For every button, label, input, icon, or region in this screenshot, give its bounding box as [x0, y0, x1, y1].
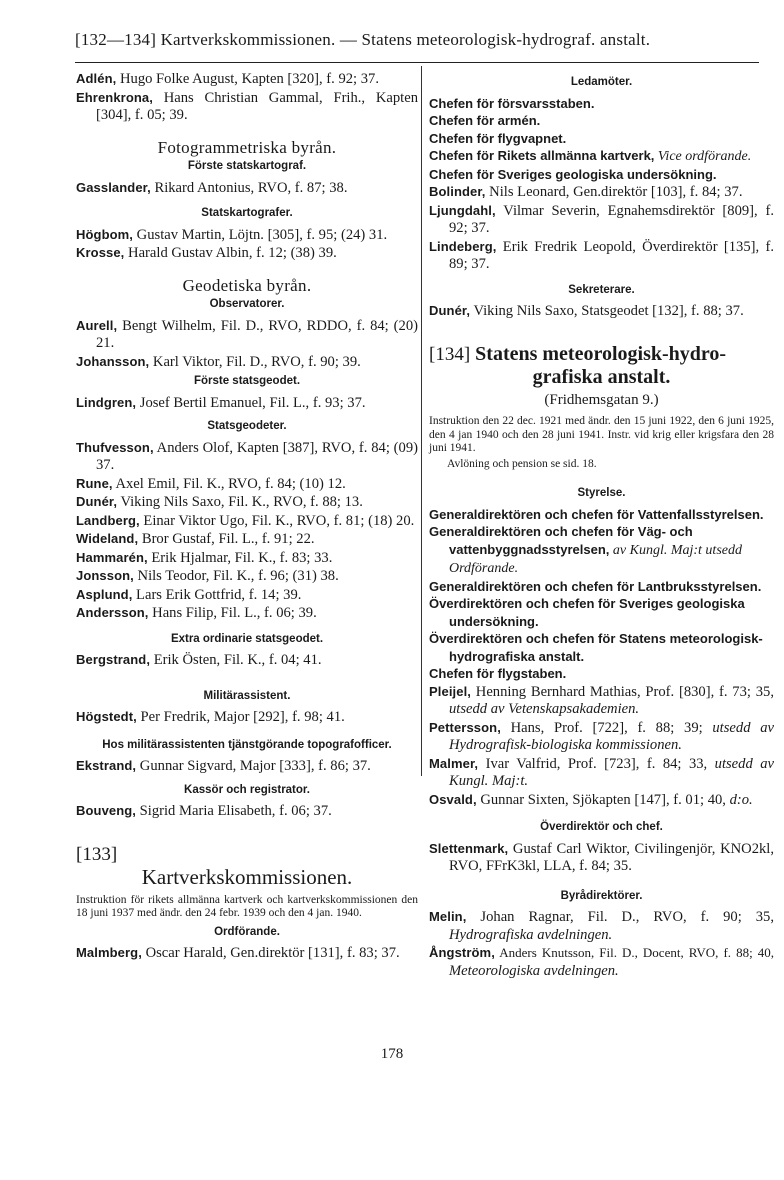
list-item: Dunér, Viking Nils Saxo, Statsgeodet [132], f. 88; 37.: [429, 303, 744, 319]
list-item: Jonsson, Nils Teodor, Fil. K., f. 96; (31) 38.: [76, 568, 339, 584]
subheading: Statsgeodeter.: [207, 420, 287, 432]
list-item: Pleijel, Henning Bernhard Mathias, Prof. [830], f. 73; 35, utsedd av Vetenskapsakademien.: [429, 683, 774, 717]
pension-note: Avlöning och pension se sid. 18.: [447, 457, 597, 470]
list-item: Chefen för försvarsstaben.: [429, 95, 595, 111]
list-item: Chefen för armén.: [429, 113, 541, 128]
list-item: Landberg, Einar Viktor Ugo, Fil. K., RVO, f. 81; (18) 20.: [76, 512, 415, 529]
list-item: Gasslander, Rikard Antonius, RVO, f. 87; 38.: [76, 179, 348, 196]
list-item: Slettenmark, Gustaf Carl Wiktor, Civilingenjör, KNO2kl, RVO, FFrK3kl, LLA, f. 84; 35.: [429, 840, 774, 874]
list-item: Högbom, Gustav Martin, Löjtn. [305], f. 95; (24) 31.: [76, 226, 388, 243]
section-title-fotogrammetriska: Fotogrammetriska byrån.: [157, 137, 337, 157]
list-item: Chefen för Rikets allmänna kartverk, Vice ordförande.: [429, 148, 752, 164]
list-item: Adlén, Hugo Folke August, Kapten [320], f. 92; 37.: [76, 71, 379, 87]
subheading: Observatorer.: [209, 298, 285, 310]
list-item: Rune, Axel Emil, Fil. K., RVO, f. 84; (10) 12.: [76, 475, 346, 492]
subheading: Ordförande.: [214, 925, 280, 938]
address: (Fridhemsgatan 9.): [544, 391, 659, 408]
list-item: Lindeberg, Erik Fredrik Leopold, Överdirektör [135], f. 89; 37.: [429, 238, 774, 272]
list-item: Generaldirektören och chefen för Vattenfallsstyrelsen.: [429, 506, 764, 522]
subheading: Kassör och registrator.: [184, 783, 310, 796]
right-column: [429, 70, 774, 980]
subheading: Ledamöter.: [570, 76, 633, 88]
instruction-note: Instruktion den 22 dec. 1921 med ändr. den 15 juni 1922, den 6 juni 1925, den 4 jan 1940 och den 28 juni 1941. Instr. vid krig eller krigsfara den 28 juni 1941.: [429, 415, 774, 454]
running-header: [132—134] Kartverkskommissionen. — Statens meteorologisk-hydrograf. anstalt.: [75, 30, 651, 49]
list-item: Lindgren, Josef Bertil Emanuel, Fil. L., f. 93; 37.: [76, 394, 366, 411]
list-item: Krosse, Harald Gustav Albin, f. 12; (38) 39.: [76, 245, 337, 261]
subheading: Sekreterare.: [568, 283, 635, 296]
list-item: Wideland, Bror Gustaf, Fil. L., f. 91; 22.: [76, 531, 315, 547]
section-title-smhi-line2: grafiska anstalt.: [532, 365, 671, 388]
subheading: Överdirektör och chef.: [540, 821, 663, 833]
header-rule: [75, 62, 759, 63]
subheading: Byrådirektörer.: [560, 889, 643, 902]
section-title-smhi: [134] Statens meteorologisk-hydro-: [429, 342, 727, 365]
list-item: Thufvesson, Anders Olof, Kapten [387], RVO, f. 84; (09) 37.: [76, 439, 418, 473]
subheading: Statskartografer.: [201, 207, 293, 219]
subheading: Styrelse.: [577, 487, 626, 499]
subheading: Hos militärassistenten tjänstgörande topografofficer.: [102, 738, 392, 751]
list-item: Generaldirektören och chefen för Lantbruksstyrelsen.: [429, 578, 762, 594]
list-item: Dunér, Viking Nils Saxo, Fil. K., RVO, f. 88; 13.: [76, 494, 363, 510]
list-item: Chefen för flygvapnet.: [429, 130, 567, 146]
list-item: Pettersson, Hans, Prof. [722], f. 88; 39; utsedd av Hydrografisk-biologiska kommissionen.: [429, 719, 774, 753]
subheading: Förste statskartograf.: [187, 160, 307, 172]
list-item: Chefen för Sveriges geologiska undersökning.: [429, 166, 717, 182]
subheading: Extra ordinarie statsgeodet.: [170, 632, 324, 645]
list-item: Generaldirektören och chefen för Väg- och vattenbyggnadsstyrelsen, av Kungl. Maj:t utsedd Ordförande.: [429, 524, 742, 576]
subheading: Militärassistent.: [203, 689, 291, 702]
list-item: Bouveng, Sigrid Maria Elisabeth, f. 06; 37.: [76, 803, 332, 819]
list-item: Aurell, Bengt Wilhelm, Fil. D., RVO, RDDO, f. 84; (20) 21.: [76, 317, 418, 351]
subheading: Förste statsgeodet.: [193, 375, 301, 387]
list-item: Överdirektören och chefen för Statens meteorologisk-hydrografiska anstalt.: [429, 631, 763, 664]
list-item: Asplund, Lars Erik Gottfrid, f. 14; 39.: [76, 586, 302, 603]
section-title-geodetiska: Geodetiska byrån.: [182, 275, 312, 295]
list-item: Överdirektören och chefen för Sveriges geologiska undersökning.: [429, 596, 745, 629]
list-item: Ljungdahl, Vilmar Severin, Egnahemsdirektör [809], f. 92; 37.: [429, 202, 774, 236]
list-item: Chefen för flygstaben.: [429, 666, 567, 681]
list-item: Johansson, Karl Viktor, Fil. D., RVO, f. 90; 39.: [76, 353, 361, 370]
list-item: Andersson, Hans Filip, Fil. L., f. 06; 39.: [76, 605, 317, 621]
section-title-kartverkskommissionen: Kartverkskommissionen.: [141, 864, 353, 889]
list-item: Malmer, Ivar Valfrid, Prof. [723], f. 84; 33, utsedd av Kungl. Maj:t.: [429, 755, 774, 789]
list-item: Bergstrand, Erik Östen, Fil. K., f. 04; 41.: [76, 652, 322, 668]
list-item: Högstedt, Per Fredrik, Major [292], f. 98; 41.: [76, 709, 345, 725]
column-divider: [421, 66, 422, 776]
section-number-133: [133]: [76, 843, 118, 865]
instruction-note: Instruktion för rikets allmänna kartverk och kartverkskommissionen den 18 juni 1937 med ändr. den 24 febr. 1939 och den 4 jan. 1940.: [76, 893, 418, 919]
list-item: Melin, Johan Ragnar, Fil. D., RVO, f. 90; 35, Hydrografiska avdelningen.: [429, 909, 774, 943]
list-item: Ekstrand, Gunnar Sigvard, Major [333], f. 86; 37.: [76, 758, 371, 774]
page-number: 178: [380, 1046, 404, 1062]
left-column: [76, 70, 418, 963]
list-item: Malmberg, Oscar Harald, Gen.direktör [131], f. 83; 37.: [76, 945, 400, 961]
list-item: Ehrenkrona, Hans Christian Gammal, Frih., Kapten [304], f. 05; 39.: [76, 89, 418, 123]
list-item: Bolinder, Nils Leonard, Gen.direktör [103], f. 84; 37.: [429, 184, 743, 200]
list-item: Osvald, Gunnar Sixten, Sjökapten [147], f. 01; 40, d:o.: [429, 791, 753, 808]
list-item: Ångström, Anders Knutsson, Fil. D., Docent, RVO, f. 88; 40, Meteorologiska avdelningen.: [429, 945, 774, 979]
list-item: Hammarén, Erik Hjalmar, Fil. K., f. 83; 33.: [76, 549, 333, 566]
